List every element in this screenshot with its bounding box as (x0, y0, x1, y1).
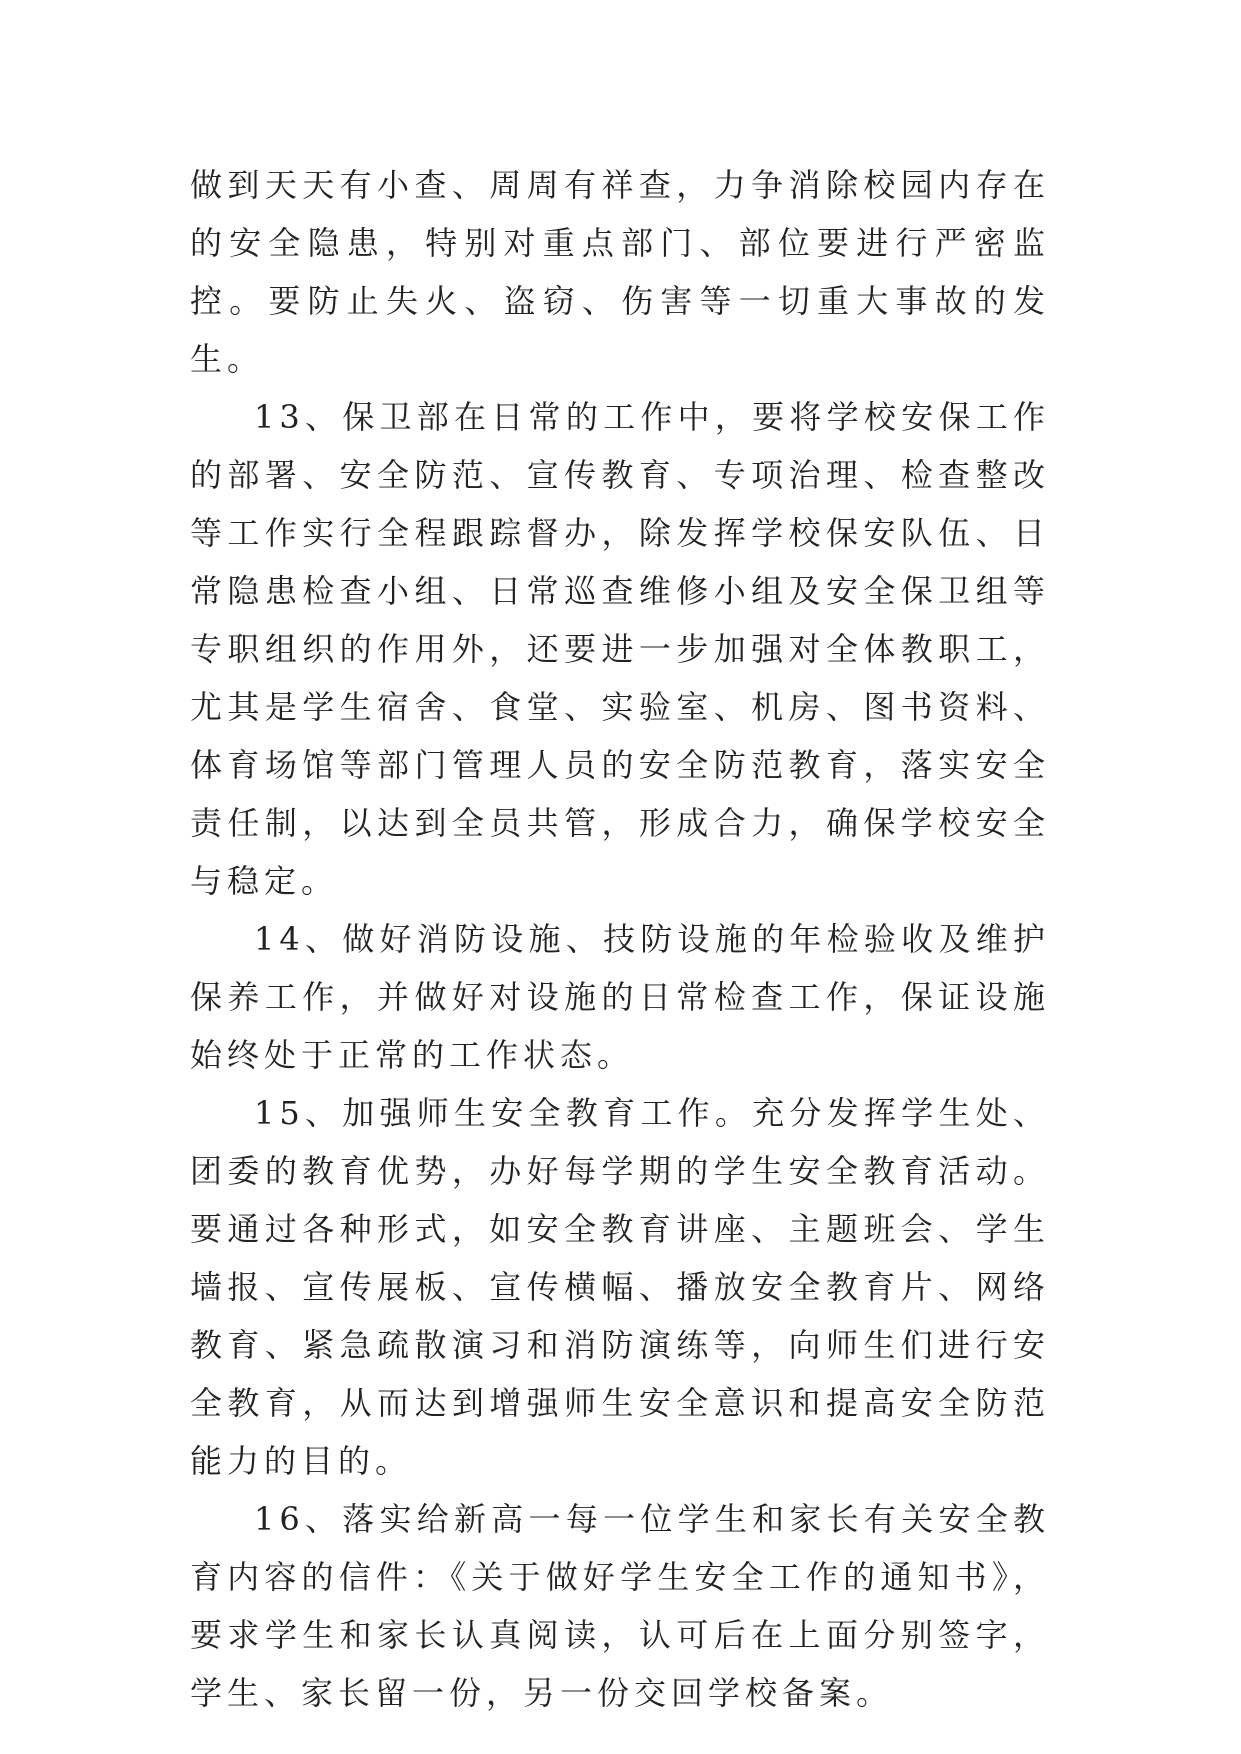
document-body (190, 156, 1050, 1722)
paragraph-item-13: 13、保卫部在日常的工作中，要将学校安保工作的部署、安全防范、宣传教育、专项治理、检查整改等工作实行全程跟踪督办，除发挥学校保安队伍、日常隐患检查小组、日常巡查维修小组及安全保卫组等专职组织的作用外，还要进一步加强对全体教职工，尤其是学生宿舍、食堂、实验室、机房、图书资料、体育场馆等部门管理人员的安全防范教育，落实安全责任制，以达到全员共管，形成合力，确保学校安全与稳定。 (190, 398, 1050, 900)
paragraph-item-16: 16、落实给新高一每一位学生和家长有关安全教育内容的信件：《关于做好学生安全工作的通知书》，要求学生和家长认真阅读，认可后在上面分别签字，学生、家长留一份，另一份交回学校备案。 (190, 1500, 1050, 1712)
paragraph-item-14: 14、做好消防设施、技防设施的年检验收及维护保养工作，并做好对设施的日常检查工作，保证设施始终处于正常的工作状态。 (190, 920, 1050, 1074)
paragraph-item-15: 15、加强师生安全教育工作。充分发挥学生处、团委的教育优势，办好每学期的学生安全教育活动。要通过各种形式，如安全教育讲座、主题班会、学生墙报、宣传展板、宣传横幅、播放安全教育片、网络教育、紧急疏散演习和消防演练等，向师生们进行安全教育，从而达到增强师生安全意识和提高安全防范能力的目的。 (190, 1094, 1050, 1480)
paragraph-continuation: 做到天天有小查、周周有祥查，力争消除校园内存在的安全隐患，特别对重点部门、部位要进行严密监控。要防止失火、盗窃、伤害等一切重大事故的发生。 (190, 166, 1050, 378)
